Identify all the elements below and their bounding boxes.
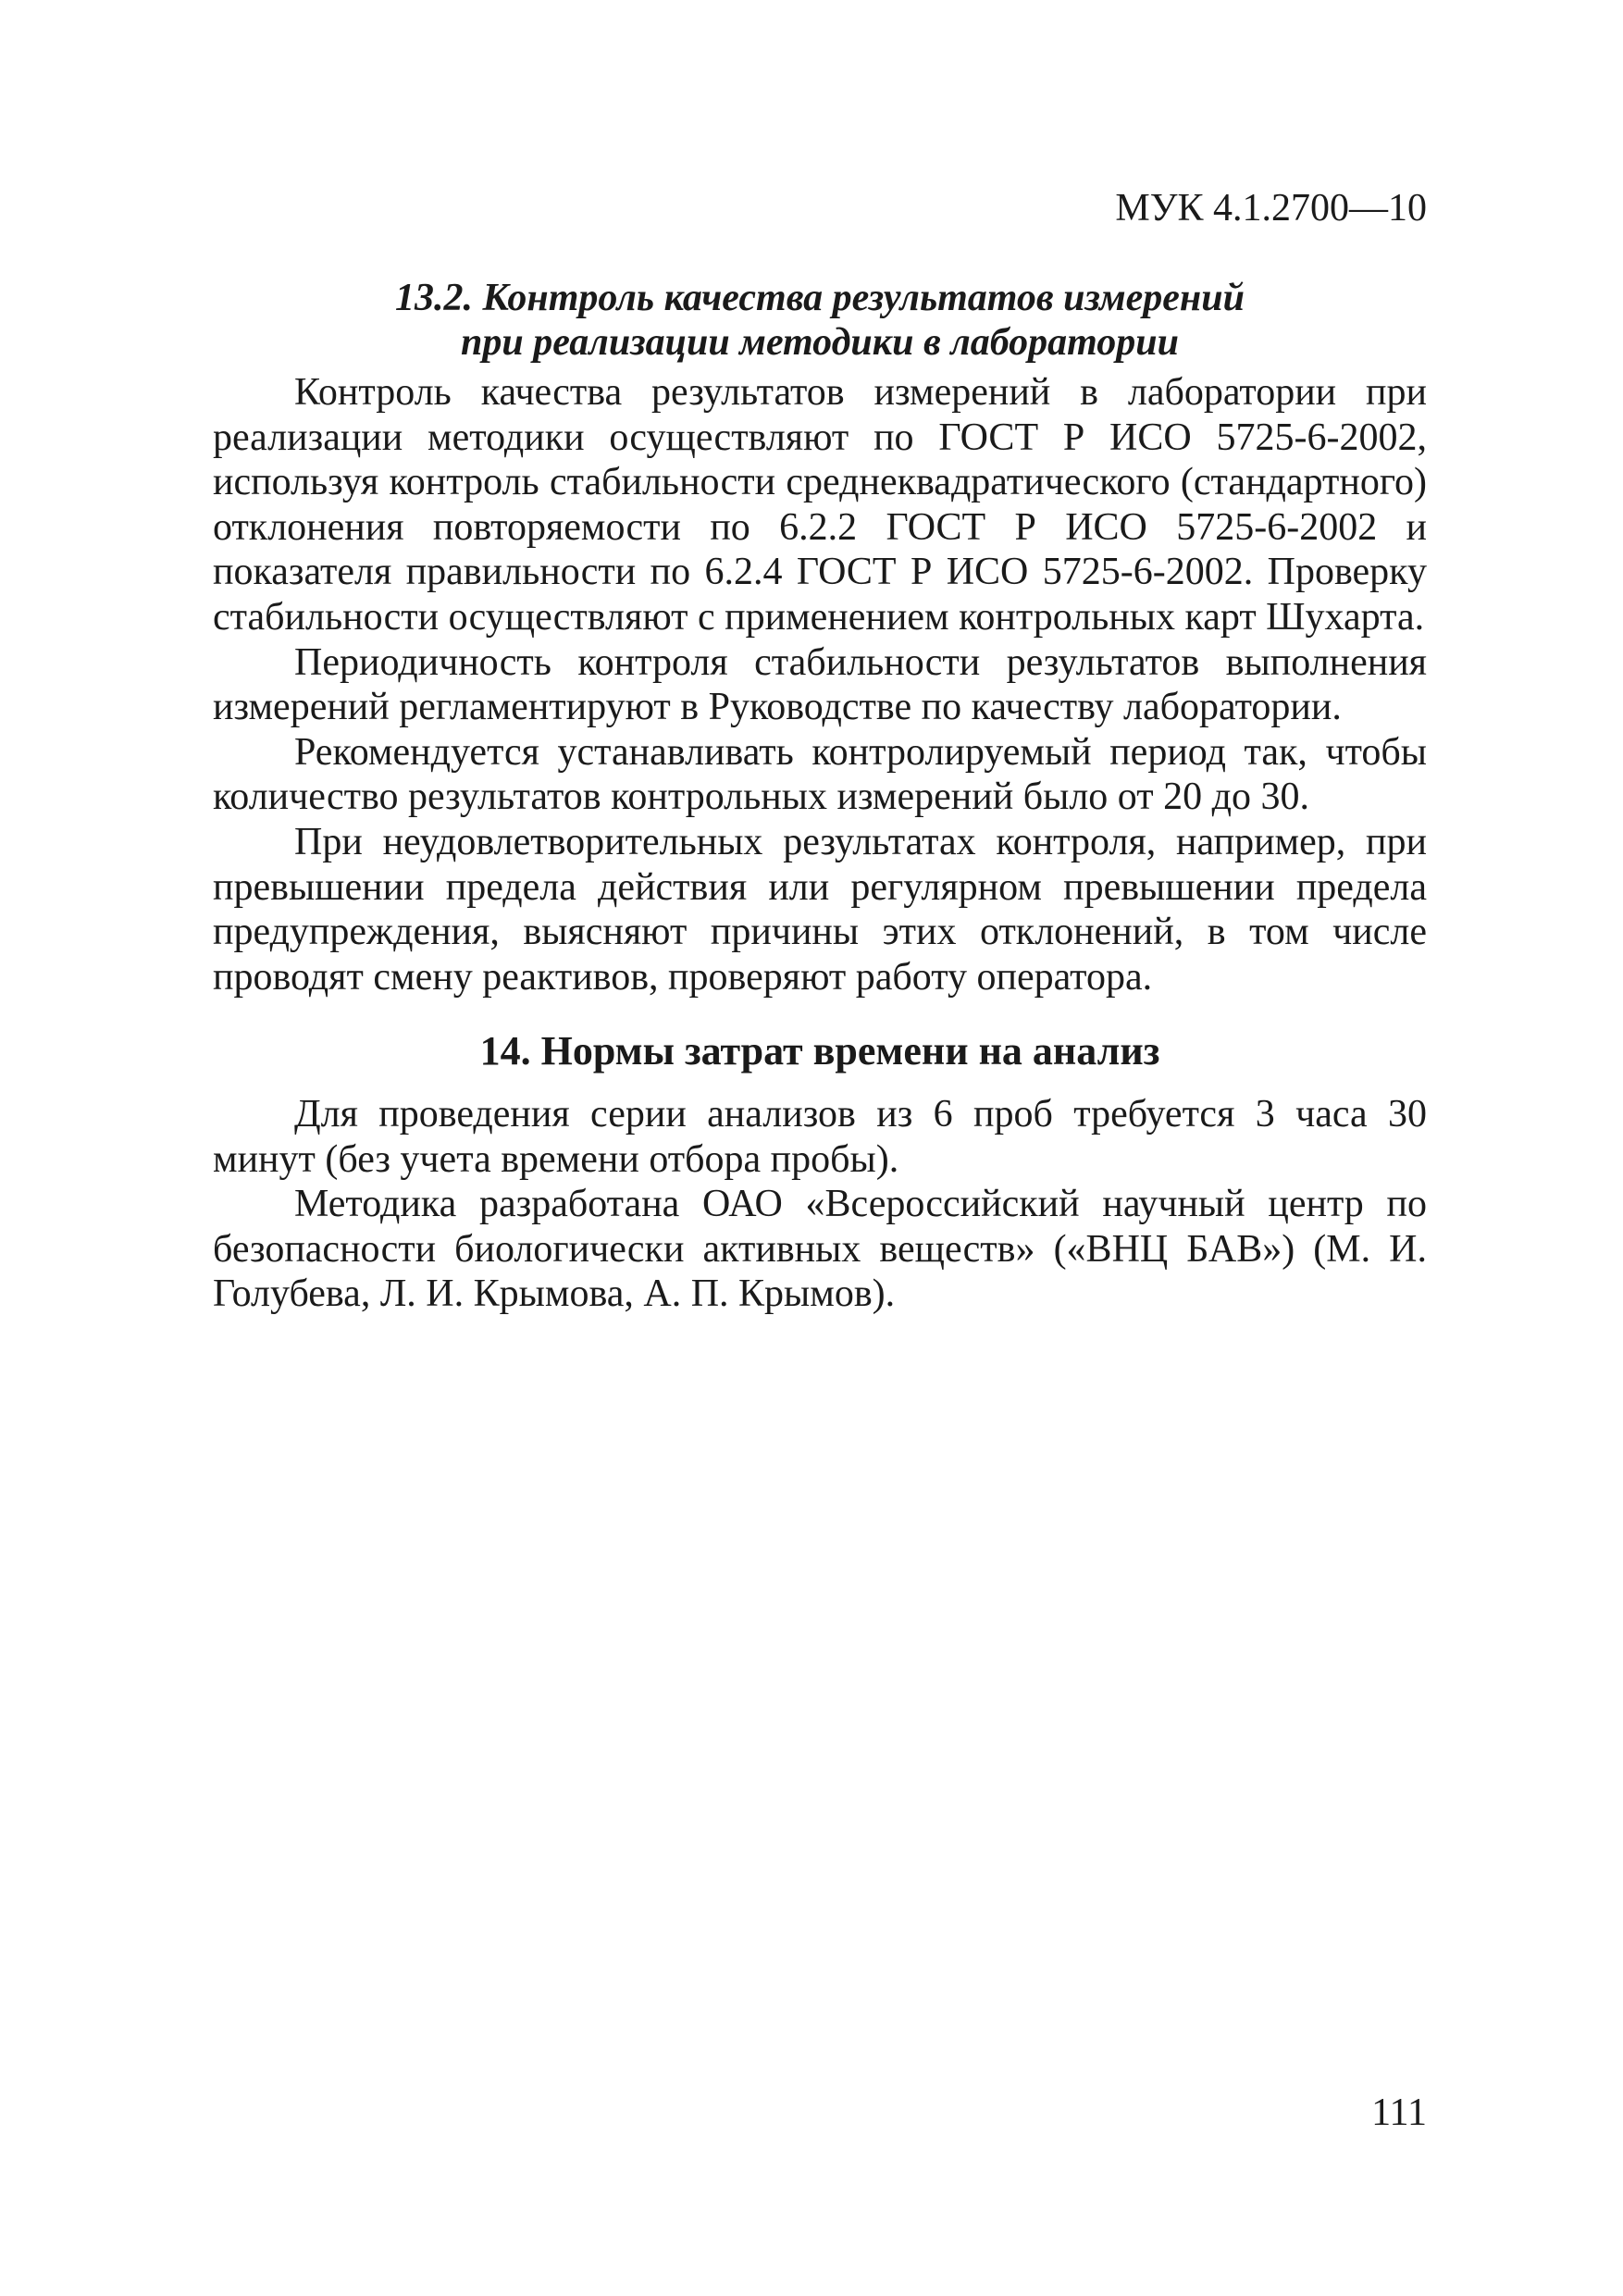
paragraph: Методика разработана ОАО «Всероссийский научный центр по безопасности биологически активных веществ» («ВНЦ БАВ») (М. И. Голубева, Л. И. Крымова, А. П. Крымов).	[213, 1183, 1427, 1316]
paragraph: Для проведения серии анализов из 6 проб требуется 3 часа 30 минут (без учета времени отбора пробы).	[213, 1093, 1427, 1181]
subsection-title	[213, 276, 1427, 365]
paragraph: Периодичность контроля стабильности результатов выполнения измерений регламентируют в Руководстве по качеству лаборатории.	[213, 640, 1427, 729]
subsection-body	[213, 370, 1427, 999]
page-number: 111	[1371, 2091, 1427, 2134]
section-title: 14. Нормы затрат времени на анализ	[479, 1028, 1160, 1074]
paragraph: При неудовлетворительных результатах контроля, например, при превышении предела действия или регулярном превышении предела предупреждения, выясняют причины этих отклонений, в том числе проводят смену реактивов, проверяют работу оператора.	[213, 820, 1427, 999]
subsection-title-line-1: 13.2. Контроль качества результатов измерений	[395, 277, 1245, 319]
subsection-title-line-2: при реализации методики в лаборатории	[461, 321, 1179, 364]
document-page	[213, 0, 1427, 2296]
section-body	[213, 1092, 1427, 1317]
running-header: МУК 4.1.2700—10	[1115, 187, 1427, 230]
paragraph: Рекомендуется устанавливать контролируемый период так, чтобы количество результатов контрольных измерений было от 20 до 30.	[213, 730, 1427, 819]
paragraph: Контроль качества результатов измерений в лаборатории при реализации методики осуществляют по ГОСТ Р ИСО 5725-6-2002, используя контроль стабильности среднеквадратического (стандартного) отклонения повторяемости по 6.2.2 ГОСТ Р ИСО 5725-6-2002 и показателя правильности по 6.2.4 ГОСТ Р ИСО 5725-6-2002. Проверку стабильности осуществляют с применением контрольных карт Шухарта.	[213, 371, 1427, 639]
